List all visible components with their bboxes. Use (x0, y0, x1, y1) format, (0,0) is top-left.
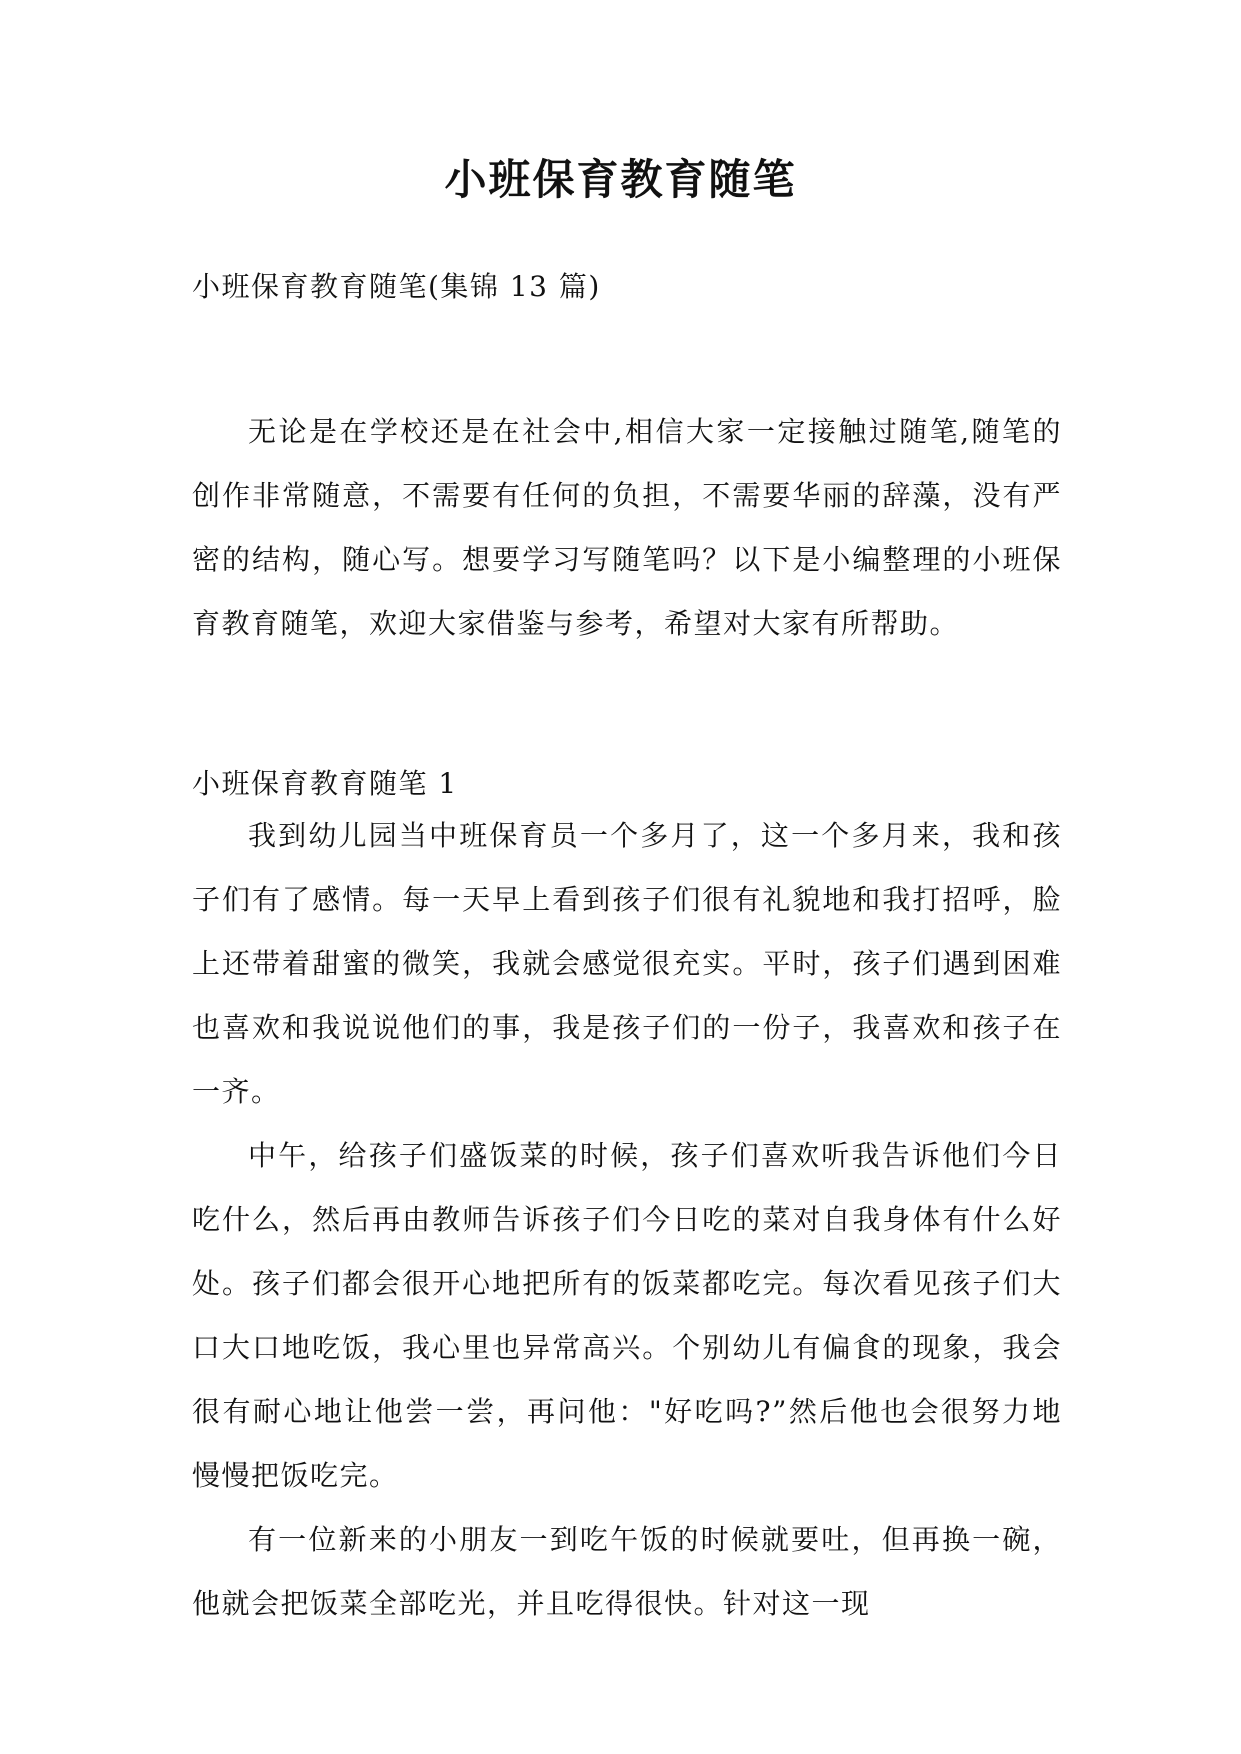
subtitle-text: 小班保育教育随笔(集锦 13 篇) (192, 270, 601, 303)
intro-text: 无论是在学校还是在社会中,相信大家一定接触过随笔,随笔的创作非常随意，不需要有任何的负担，不需要华丽的辞藻，没有严密的结构，随心写。想要学习写随笔吗？以下是小编整理的小班保育教育随笔，欢迎大家借鉴与参考，希望对大家有所帮助。 (192, 415, 1062, 640)
document-title: 小班保育教育随笔 (444, 155, 797, 204)
section-paragraph-2: 中午，给孩子们盛饭菜的时候，孩子们喜欢听我告诉他们今日吃什么，然后再由教师告诉孩子们今日吃的菜对自我身体有什么好处。孩子们都会很开心地把所有的饭菜都吃完。每次看见孩子们大口大口地吃饭，我心里也异常高兴。个别幼儿有偏食的现象，我会很有耐心地让他尝一尝，再问他："好吃吗?”然后他也会很努力地慢慢把饭吃完。 (192, 1139, 1062, 1492)
section-paragraph-1: 我到幼儿园当中班保育员一个多月了，这一个多月来，我和孩子们有了感情。每一天早上看到孩子们很有礼貌地和我打招呼，脸上还带着甜蜜的微笑，我就会感觉很充实。平时，孩子们遇到困难也喜欢和我说说他们的事，我是孩子们的一份子，我喜欢和孩子在一齐。 (192, 819, 1062, 1108)
section-paragraph-3: 有一位新来的小朋友一到吃午饭的时候就要吐，但再换一碗，他就会把饭菜全部吃光，并且吃得很快。针对这一现 (192, 1523, 1062, 1620)
section-body (192, 804, 1062, 1636)
intro-paragraph (192, 400, 1062, 656)
section-heading-text: 小班保育教育随笔 1 (192, 767, 458, 800)
document-subtitle (192, 255, 1062, 319)
